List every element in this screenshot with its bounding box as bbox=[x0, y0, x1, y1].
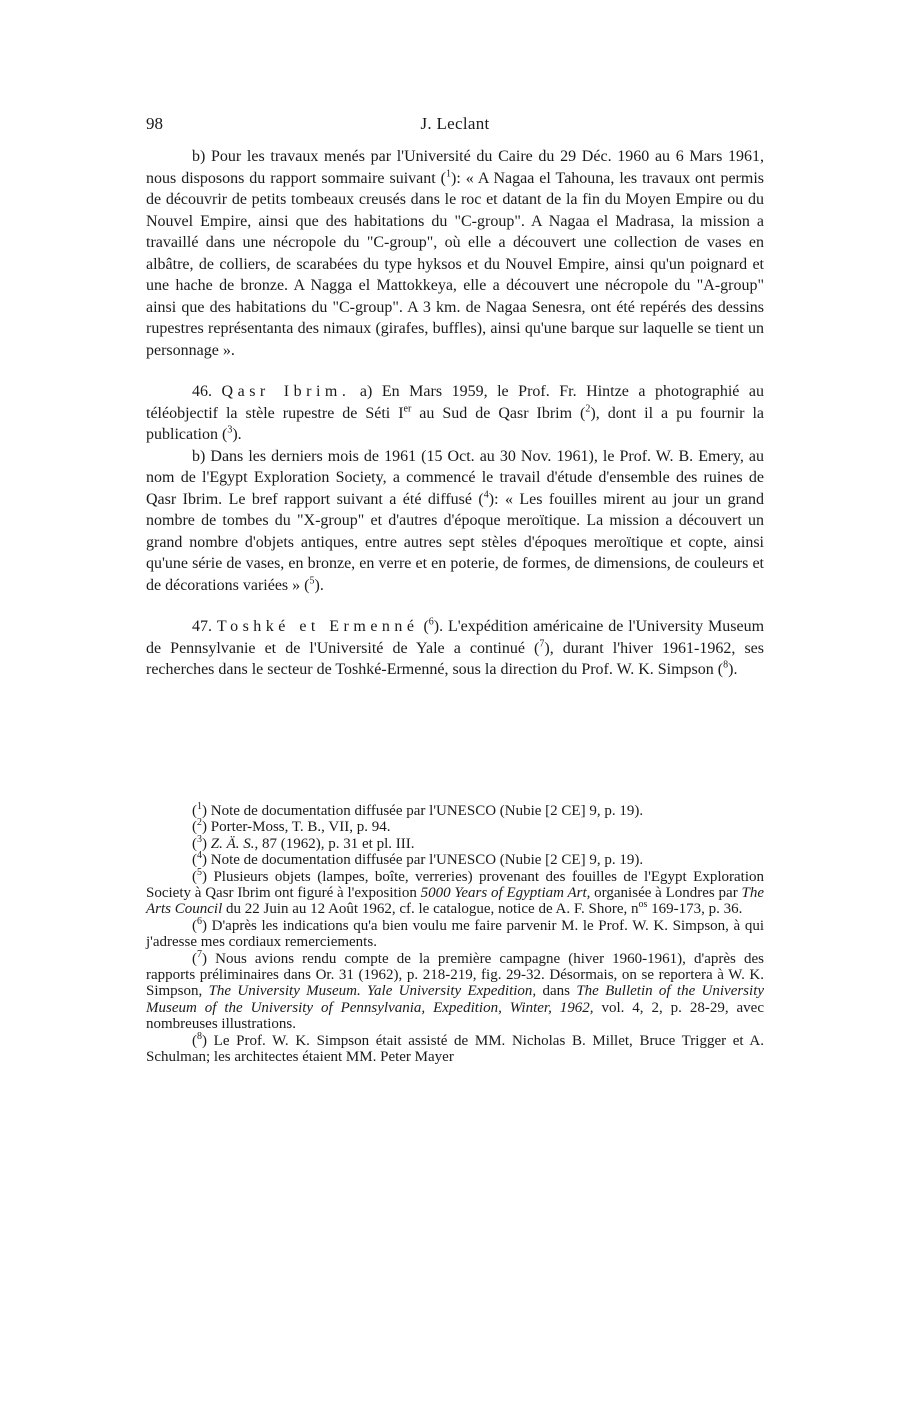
paragraph-text: ). bbox=[728, 661, 738, 678]
section-number: 46. bbox=[192, 383, 212, 400]
footnote-text: organisée à Londres par bbox=[590, 885, 742, 902]
paragraph-text: ( bbox=[418, 618, 429, 635]
footnote-text: Note de documentation diffusée par l'UNESCO (Nubie [2 CE] 9, p. 19). bbox=[210, 852, 644, 869]
footnote-1: ($^1$) Note de documentation diffusée par l'UNESCO (Nubie [2 CE] 9, p. 19). bbox=[192, 801, 644, 819]
paragraph-text: au Sud de Qasr Ibrim ( bbox=[411, 404, 586, 422]
footnote-number: 4 bbox=[197, 850, 202, 862]
paragraph-text: ). bbox=[314, 576, 324, 594]
paragraph-text: b) Pour les travaux menés par l'Université du Caire du 29 Déc. 1960 au 6 Mars 1961, nous disposons du rapport sommaire suivant ( bbox=[146, 148, 764, 187]
paragraph-text: ), durant l'hiver 1961-1962, ses recherches dans le secteur de Toshké-Ermenné, sous la direction du Prof. W. K. Simpson ( bbox=[146, 639, 764, 678]
footnote-number: 7 bbox=[197, 948, 202, 960]
footnotes bbox=[146, 803, 764, 1066]
paragraph-text: b) Dans les derniers mois de 1961 (15 Oct. au 30 Nov. 1961), le Prof. W. B. Emery, au nom de l'Egypt Exploration Society, a commencé le travail d'étude d'ensemble des ruines de Qasr Ibrim. Le bref rapport suivant a été diffusé ( bbox=[146, 447, 764, 508]
paragraph-text: ): « A Nagaa el Tahouna, les travaux ont permis de découvrir de petits tombeaux creusés dans le roc et datant de la fin du Moyen Empire ou du Nouvel Empire, ainsi que des habitations du "C-group". A Nagaa el Madrasa, la mission a travaillé dans une nécropole du "C-group", où elle a découvert une collection de vases en albâtre, de colliers, de scarabées du type hyksos et du Nouvel Empire, ainsi qu'un poignard et une hache de bronze. A Nagga el Mattokkeya, elle a découvert une nécropole du "A-group" ainsi que des habitations du "C-group". A 3 km. de Nagaa Senesra, ont été repérés des dessins rupestres représentanta des nimaux (girafes, buffles), ainsi qu'une barque sur laquelle se tient un personnage ». bbox=[146, 169, 765, 359]
footnote-ref: 4 bbox=[483, 489, 489, 501]
footnote-number: 6 bbox=[197, 915, 202, 927]
footnote-italic: The University Museum. Yale University Expedition, bbox=[208, 983, 537, 1000]
footnote-ref: 2 bbox=[585, 403, 591, 415]
section-number: 47. bbox=[192, 618, 212, 635]
running-head: J. Leclant bbox=[420, 114, 490, 133]
paragraph-text: a) En Mars 1959, le Prof. Fr. Hintze a photographié au téléobjectif la stèle rupestre de Séti I bbox=[146, 383, 765, 422]
footnote-6: ($^6$) D'après les indications qu'a bien voulu me faire parvenir M. le Prof. W. K. Simpson, à qui j'adresse mes cordiaux remerciements. bbox=[146, 915, 764, 951]
superscript: os bbox=[638, 899, 648, 911]
footnote-number: 3 bbox=[197, 833, 202, 845]
footnote-italic: Z. Ä. S. bbox=[210, 835, 255, 852]
footnote-number: 2 bbox=[197, 817, 202, 829]
footnote-text: vol. 4, 2, p. 28-29, avec nombreuses illustrations. bbox=[146, 999, 764, 1033]
footnote-text: Nous avions rendu compte de la première campagne (hiver 1960-1961), d'après des rapports préliminaires dans Or. 31 (1962), p. 218-219, fig. 29-32. Désormais, on se reportera à W. K. Simpson, bbox=[146, 950, 765, 1000]
paragraph-b-emery bbox=[146, 446, 764, 597]
section-heading: Toshké et Ermenné bbox=[216, 618, 419, 635]
footnote-text: Porter-Moss, T. B., VII, p. 94. bbox=[210, 819, 391, 836]
footnote-ref: 6 bbox=[428, 616, 434, 628]
footnote-8: ($^8$) Le Prof. W. K. Simpson était assisté de MM. Nicholas B. Millet, Bruce Trigger et A. Schulman; les architectes étaient MM. Peter Mayer bbox=[146, 1030, 765, 1066]
footnote-ref: 3 bbox=[227, 424, 233, 436]
footnote-text: D'après les indications qu'a bien voulu me faire parvenir M. le Prof. W. K. Simpson, à qui j'adresse mes cordiaux remerciements. bbox=[146, 917, 764, 951]
footnote-2: ($^2$) Porter-Moss, T. B., VII, p. 94. bbox=[192, 817, 391, 836]
footnote-text: , 87 (1962), p. 31 et pl. III. bbox=[254, 835, 415, 852]
footnote-ref: 8 bbox=[723, 659, 729, 671]
paragraph-text: ). L'expédition américaine de l'University Museum de Pennsylvanie et de l'Université de Yale a continué ( bbox=[146, 618, 765, 657]
footnote-7: ($^7$) Nous avions rendu compte de la première campagne (hiver 1960-1961), d'après des rapports préliminaires dans Or. 31 (1962), p. 218-219, fig. 29-32. Désormais, on se reportera à W. K. Simpson, The University Museum. Yale University Expedition, dans The Bulletin of the University Museum of the University of Pennsylvania, Expedition, Winter, 1962, vol. 4, 2, p. 28-29, avec nombreuses illustrations. bbox=[146, 948, 765, 1033]
footnote-5: ($^5$) Plusieurs objets (lampes, boîte, verreries) provenant des fouilles de l'Egypt Exploration Society à Qasr Ibrim ont figuré à l'exposition 5000 Years of Egyptiam Art, organisée à Londres par The Arts Council du 22 Juin au 12 Août 1962, cf. le catalogue, notice de A. F. Shore, $n^{os}$ 169-173, p. 36. bbox=[146, 866, 764, 918]
footnote-number: 8 bbox=[197, 1030, 202, 1042]
footnote-3: ($^3$) Z. Ä. S., 87 (1962), p. 31 et pl. III. bbox=[192, 833, 415, 852]
page-number: 98 bbox=[146, 114, 163, 133]
footnote-text: du 22 Juin au 12 Août 1962, cf. le catalogue, notice de A. F. Shore, n bbox=[222, 901, 639, 918]
footnote-ref: 5 bbox=[309, 575, 315, 587]
footnote-number: 5 bbox=[197, 866, 202, 878]
footnote-text: dans bbox=[536, 983, 577, 1000]
paragraph-text: ): « Les fouilles mirent au jour un grand nombre de tombes du "X-group" et d'autres d'époque meroïtique. La mission a découvert un grand nombre d'objets antiques, entre autres sept stèles d'époques meroïtique et copte, ainsi qu'une série de vases, en bronze, en verre et en poterie, de formes, de dimensions, de couleurs et de décorations variées » ( bbox=[146, 490, 765, 594]
footnote-italic: The Bulletin of the University Museum of the University of Pennsylvania, Expedition, Winter, 1962, bbox=[146, 983, 765, 1016]
paragraph-text: ), dont il a pu fournir la publication ( bbox=[146, 404, 764, 443]
footnote-4: ($^4$) Note de documentation diffusée par l'UNESCO (Nubie [2 CE] 9, p. 19). bbox=[192, 850, 644, 869]
footnote-text: Note de documentation diffusée par l'UNESCO (Nubie [2 CE] 9, p. 19). bbox=[210, 803, 644, 819]
paragraph-text: ). bbox=[232, 426, 242, 443]
footnote-italic: The Arts Council bbox=[146, 885, 764, 918]
footnote-text: Le Prof. W. K. Simpson était assisté de MM. Nicholas B. Millet, Bruce Trigger et A. Schulman; les architectes étaient MM. Peter Mayer bbox=[146, 1032, 765, 1066]
footnote-number: 1 bbox=[197, 801, 202, 812]
section-heading: Qasr Ibrim. bbox=[221, 383, 351, 400]
footnote-ref: 1 bbox=[446, 168, 452, 180]
footnote-text: Plusieurs objets (lampes, boîte, verreries) provenant des fouilles de l'Egypt Exploration Society à Qasr Ibrim ont figuré à l'exposition bbox=[146, 868, 764, 902]
superscript: er bbox=[403, 403, 412, 415]
footnote-ref: 7 bbox=[539, 638, 545, 650]
paragraph-b-cairo bbox=[146, 146, 764, 361]
main-text bbox=[146, 146, 764, 681]
section-46-qasr-ibrim bbox=[146, 381, 764, 446]
footnote-italic: 5000 Years of Egyptiam Art, bbox=[420, 885, 591, 902]
section-47-toshke-ermenne bbox=[146, 616, 764, 681]
footnote-text: 169-173, p. 36. bbox=[647, 901, 743, 918]
page-header bbox=[146, 114, 764, 138]
